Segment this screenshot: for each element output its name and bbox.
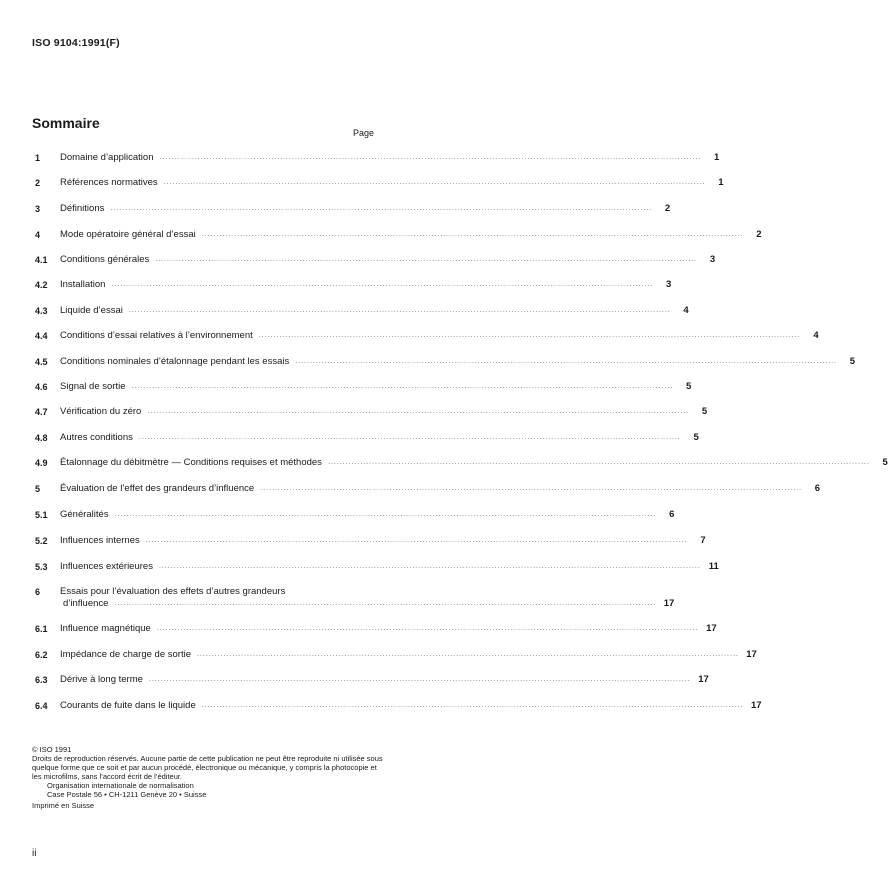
toc-entry-title: Liquide d’essai <box>60 305 123 316</box>
toc-entry-page: 6 <box>669 509 675 520</box>
toc-entry-page: 4 <box>683 305 689 316</box>
toc-entry-title: Installation <box>60 279 106 290</box>
toc-entry-number: 2 <box>35 178 41 188</box>
dot-leader <box>202 700 744 712</box>
toc-entry <box>35 279 672 291</box>
toc-entry-title: Influences internes <box>60 535 140 546</box>
toc-entry <box>35 406 708 418</box>
dot-leader <box>114 598 656 610</box>
toc-entry-page: 3 <box>709 254 716 265</box>
dot-leader <box>131 381 673 393</box>
toc-entry-title: Impédance de charge de sortie <box>60 649 191 660</box>
toc-entry-number: 6.1 <box>35 624 48 634</box>
dot-leader <box>328 457 870 469</box>
toc-entry <box>35 330 819 342</box>
page-number: ii <box>32 848 37 859</box>
toc-entry-page: 1 <box>718 177 724 188</box>
toc-entry-page: 17 <box>751 700 762 711</box>
toc-entry <box>35 457 888 469</box>
toc-entry-number: 5 <box>35 484 41 494</box>
toc-entry <box>35 623 717 635</box>
toc-entry-number: 6.2 <box>35 650 48 660</box>
toc-entry-page: 4 <box>813 330 819 341</box>
toc-entry-number: 5.2 <box>35 536 48 546</box>
dot-leader <box>159 561 701 573</box>
toc-entry-number: 4 <box>35 230 41 240</box>
toc-entry <box>35 203 671 215</box>
toc-entry-page: 1 <box>714 152 720 163</box>
toc-entry <box>35 535 706 547</box>
toc-entry-page: 2 <box>756 229 762 240</box>
dot-leader <box>295 356 837 368</box>
toc-entry-page: 5 <box>701 406 708 417</box>
toc-entry <box>35 356 856 368</box>
toc-entry-title: Domaine d’application <box>60 152 154 163</box>
toc-entry-title: Généralités <box>60 509 109 520</box>
toc-entry <box>35 700 762 712</box>
toc-entry <box>35 674 709 686</box>
dot-leader <box>139 432 681 444</box>
toc-entry-number: 1 <box>35 153 41 163</box>
toc-entry-page: 2 <box>664 203 671 214</box>
toc-entry-number: 5.1 <box>35 510 48 520</box>
toc-entry-number: 4.3 <box>35 306 48 316</box>
toc-entry-title-continued: d’influence <box>63 598 109 609</box>
toc-entry-number: 5.3 <box>35 562 48 572</box>
toc-entry <box>35 432 699 444</box>
toc-entry-number: 4.1 <box>35 255 48 265</box>
toc-entry-page: 5 <box>882 457 888 468</box>
toc-entry-number: 4.2 <box>35 280 48 290</box>
toc-entry <box>35 561 719 573</box>
toc-entry-page: 5 <box>693 432 699 443</box>
toc-entry-page: 17 <box>746 649 757 660</box>
toc-entry <box>35 649 757 661</box>
toc-entry <box>35 305 689 317</box>
document-id: ISO 9104:1991(F) <box>32 37 120 49</box>
toc-entry-page: 17 <box>698 674 709 685</box>
toc-entry-title: Définitions <box>60 203 105 214</box>
dot-leader <box>259 330 801 342</box>
toc-entry-page: 11 <box>708 561 719 572</box>
toc-entry-title: Essais pour l’évaluation des effets d’autres grandeurs <box>60 586 286 597</box>
toc-entry <box>35 254 716 266</box>
toc-entry-title: Mode opératoire général d’essai <box>60 229 196 240</box>
organization-address: Case Postale 56 • CH-1211 Genève 20 • Suisse <box>47 790 207 799</box>
toc-entry <box>35 509 675 521</box>
toc-entry-number: 4.9 <box>35 458 48 468</box>
toc-entry-number: 6 <box>35 587 41 597</box>
dot-leader <box>146 535 688 547</box>
dot-leader <box>147 406 689 418</box>
toc-entry-number: 4.8 <box>35 433 48 443</box>
printed-in: Imprimé en Suisse <box>32 801 95 810</box>
copyright-line: © ISO 1991 <box>32 745 72 754</box>
toc-entry-title: Conditions générales <box>60 254 150 265</box>
dot-leader <box>260 483 802 495</box>
toc-entry-title: Signal de sortie <box>60 381 126 392</box>
toc-entry <box>35 229 762 241</box>
toc-entry-number: 4.5 <box>35 357 48 367</box>
toc-entry <box>35 177 724 189</box>
rights-text: Droits de reproduction réservés. Aucune partie de cette publication ne peut être reproduite ni utilisée sous quelque forme que ce soit et par aucun procédé, électronique ou mécanique, y compris la photocopie et les microfilms, sans l’accord écrit de l’éditeur. <box>32 754 383 781</box>
toc-entry-title: Dérive à long terme <box>60 674 143 685</box>
toc-entry-title: Influences extérieures <box>60 561 153 572</box>
toc-entry-title: Vérification du zéro <box>60 406 142 417</box>
toc-entry-title: Courants de fuite dans le liquide <box>60 700 196 711</box>
dot-leader <box>111 279 653 291</box>
toc-entry-page: 6 <box>814 483 821 494</box>
toc-entry-title: Références normatives <box>60 177 158 188</box>
toc-entry <box>35 381 692 393</box>
organization-name: Organisation internationale de normalisation <box>47 781 194 790</box>
dot-leader <box>149 674 691 686</box>
toc-entry-page: 5 <box>686 381 692 392</box>
dot-leader <box>129 305 671 317</box>
copyright-notice <box>32 745 384 810</box>
toc-entry-title: Évaluation de l’effet des grandeurs d’influence <box>60 483 255 494</box>
page-column-label: Page <box>353 128 375 138</box>
toc-entry-number: 3 <box>35 204 41 214</box>
dot-leader <box>157 623 699 635</box>
dot-leader <box>202 229 744 241</box>
dot-leader <box>115 509 657 521</box>
dot-leader <box>159 152 701 164</box>
toc-entry-title: Influence magnétique <box>60 623 151 634</box>
toc-entry-page: 17 <box>706 623 717 634</box>
toc-entry <box>35 586 675 610</box>
toc-entry-title: Étalonnage du débitmètre — Conditions requises et méthodes <box>60 457 322 468</box>
toc-entry-number: 4.7 <box>35 407 48 417</box>
dot-leader <box>164 177 706 189</box>
toc-entry-page: 5 <box>849 356 856 367</box>
dot-leader <box>155 254 697 266</box>
toc-entry-title: Conditions d’essai relatives à l’environnement <box>60 330 253 341</box>
toc-entry <box>35 152 720 164</box>
toc-entry-number: 4.6 <box>35 382 48 392</box>
dot-leader <box>197 649 739 661</box>
toc-entry-number: 6.4 <box>35 701 48 711</box>
toc-entry-page: 3 <box>665 279 672 290</box>
toc-entry-page: 17 <box>663 598 675 609</box>
toc-entry-number: 6.3 <box>35 675 48 685</box>
dot-leader <box>110 203 652 215</box>
toc-entry-number: 4.4 <box>35 331 48 341</box>
toc-entry <box>35 483 821 495</box>
toc-entry-title: Conditions nominales d’étalonnage pendant les essais <box>60 356 290 367</box>
toc-entry-page: 7 <box>700 535 706 546</box>
toc-entry-title: Autres conditions <box>60 432 133 443</box>
page-title: Sommaire <box>32 115 100 131</box>
